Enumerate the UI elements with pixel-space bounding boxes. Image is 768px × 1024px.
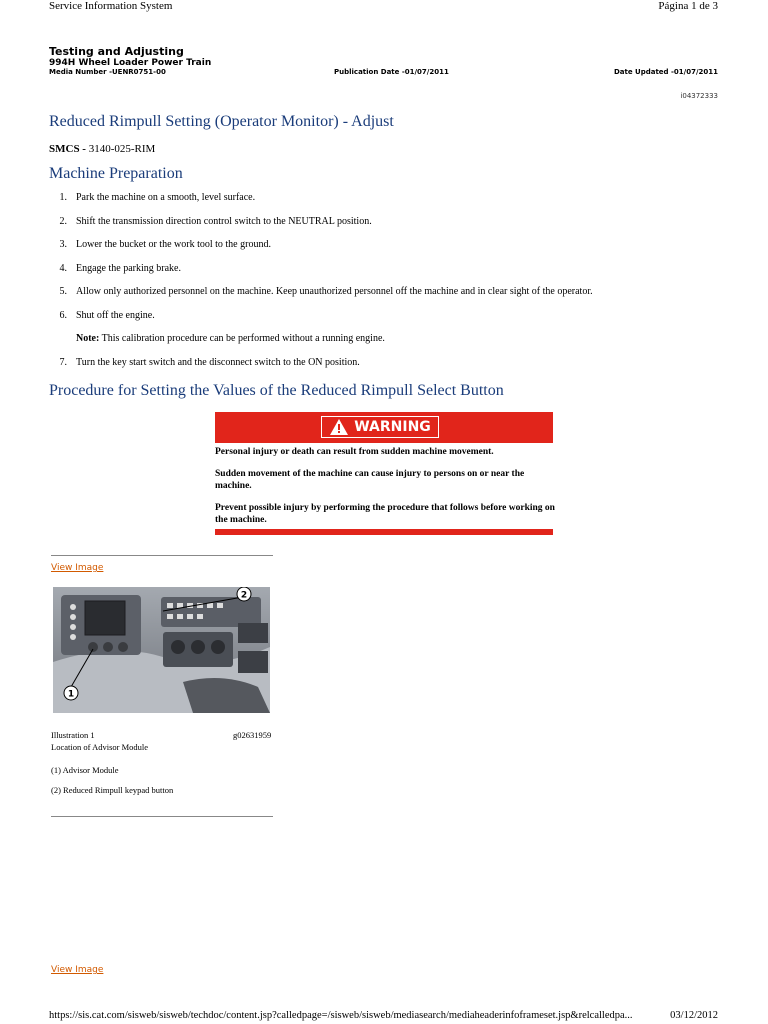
system-name: Service Information System — [49, 0, 173, 12]
illustration-image — [53, 587, 270, 713]
step-text: Allow only authorized personnel on the machine. Keep unauthorized personnel off the machine and in clear sight of the operator. — [76, 286, 593, 297]
callout-item-2: (2) Reduced Rimpull keypad button — [51, 785, 174, 795]
step-number: 6. — [59, 309, 67, 321]
divider — [51, 816, 273, 817]
prep-steps — [49, 192, 729, 380]
note — [49, 333, 729, 357]
note-body: This calibration procedure can be performed without a running engine. — [99, 333, 385, 344]
warning-line: Personal injury or death can result from sudden machine movement. — [215, 447, 494, 457]
list-item — [49, 357, 729, 381]
step-text: Turn the key start switch and the disconnect switch to the ON position. — [76, 356, 360, 368]
warning-line: Sudden movement of the machine can cause injury to persons on or near the machine. — [215, 469, 525, 491]
note-label: Note: — [76, 333, 100, 344]
illustration-caption: Location of Advisor Module — [51, 742, 149, 752]
warning-label: WARNING — [354, 419, 431, 435]
footer-date: 03/12/2012 — [670, 1010, 718, 1021]
divider — [51, 555, 273, 556]
list-item — [49, 310, 729, 334]
page-number: Página 1 de 3 — [658, 0, 718, 12]
step-number: 3. — [59, 239, 67, 250]
step-number: 4. — [59, 262, 67, 274]
doc-id: i04372333 — [680, 92, 718, 100]
step-number: 5. — [59, 286, 67, 297]
date-updated: Date Updated -01/07/2011 — [613, 68, 718, 76]
list-item — [49, 263, 729, 287]
smcs-label: SMCS - — [49, 143, 86, 155]
warning-bottom-bar — [215, 529, 553, 535]
step-text: Shut off the engine. — [76, 309, 155, 321]
step-text: Shift the transmission direction control switch to the NEUTRAL position. — [76, 215, 372, 227]
step-number: 7. — [59, 356, 67, 368]
page-title: Reduced Rimpull Setting (Operator Monitor) - Adjust — [49, 113, 394, 130]
illustration-label: Illustration 1 — [51, 730, 95, 740]
publication-date: Publication Date -01/07/2011 — [334, 68, 449, 76]
warning-text — [215, 446, 555, 536]
list-item — [49, 239, 729, 263]
procedure-heading: Procedure for Setting the Values of the Reduced Rimpull Select Button — [49, 382, 504, 399]
callout-1: 1 — [67, 689, 75, 700]
warning-label-box — [321, 416, 439, 438]
smcs-line — [49, 143, 155, 155]
step-number: 1. — [59, 192, 67, 203]
callout-2: 2 — [240, 590, 248, 601]
note-text — [76, 333, 385, 344]
warning-line: Prevent possible injury by performing the procedure that follows before working on the machine. — [215, 503, 555, 525]
callout-item-1: (1) Advisor Module — [51, 765, 119, 775]
footer-url: https://sis.cat.com/sisweb/sisweb/techdoc/content.jsp?calledpage=/sisweb/sisweb/mediasearch/mediaheaderinfoframeset.jsp&relcalledpa... — [49, 1010, 633, 1021]
smcs-value: 3140-025-RIM — [85, 143, 156, 155]
view-image-link-2[interactable]: View Image — [51, 965, 104, 975]
doc-subtitle: 994H Wheel Loader Power Train — [49, 58, 212, 68]
warning-triangle-icon — [329, 418, 349, 436]
list-item — [49, 192, 729, 216]
media-number: Media Number -UENR0751-00 — [49, 68, 166, 76]
list-item — [49, 216, 729, 240]
dashboard-photo — [53, 587, 270, 713]
step-number: 2. — [59, 215, 67, 227]
doc-type: Testing and Adjusting — [49, 45, 184, 58]
illustration-code: g02631959 — [233, 730, 272, 740]
step-text: Lower the bucket or the work tool to the ground. — [76, 239, 271, 250]
step-text: Park the machine on a smooth, level surface. — [76, 192, 256, 203]
step-text: Engage the parking brake. — [76, 262, 181, 274]
view-image-link[interactable]: View Image — [51, 563, 104, 573]
machine-prep-heading: Machine Preparation — [49, 165, 183, 182]
list-item — [49, 286, 729, 310]
